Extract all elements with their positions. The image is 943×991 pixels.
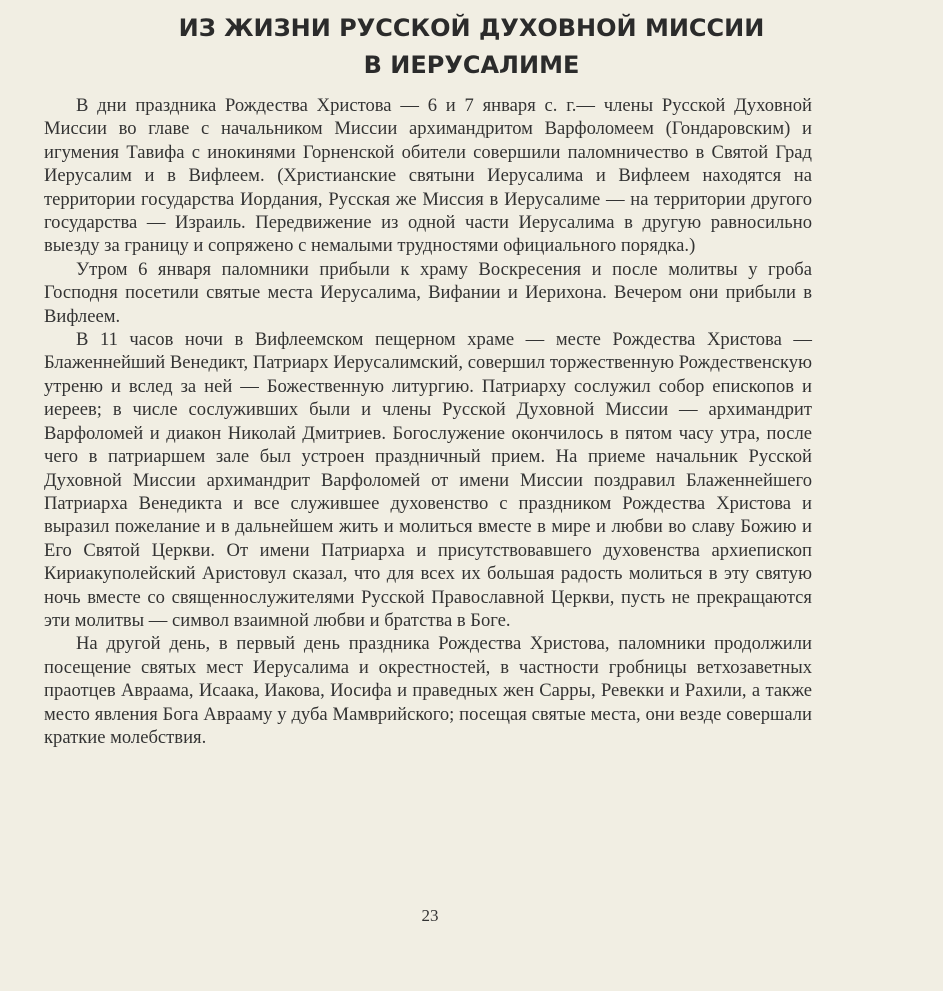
paragraph-3: В 11 часов ночи в Вифлеемском пещерном храме — месте Рождества Христова — Блаженнейший Венедикт, Патриарх Иерусалимский, совершил торжественную Рождественскую утреню и вслед за ней — Божественную литургию. Патриарху сослужил собор епископов и иереев; в числе сослуживших были и члены Русской Духовной Миссии — архимандрит Варфоломей и диакон Николай Дмитриев. Богослужение окончилось в пятом часу утра, после чего в патриаршем зале был устроен праздничный прием. На приеме начальник Русской Духовной Миссии архимандрит Варфоломей от имени Миссии поздравил Блаженнейшего Патриарха Венедикта и все служившее духовенство с праздником Рождества Христова и выразил пожелание и в дальнейшем жить и молиться вместе в мире и любви во славу Божию и Его Святой Церкви. От имени Патриарха и присутствовавшего духовенства архиепископ Кириакуполейский Аристовул сказал, что для всех их большая радость молиться в эту святую ночь вместе со священнослужителями Русской Православной Церкви, пусть не прекращаются эти молитвы — символ взаимной любви и братства в Боге.: [44, 329, 812, 631]
article-title-line-1: ИЗ ЖИЗНИ РУССКОЙ ДУХОВНОЙ МИССИИ: [178, 14, 765, 42]
article-body: [44, 94, 812, 749]
paragraph-4: На другой день, в первый день праздника Рождества Христова, паломники продолжили посещение святых мест Иерусалима и окрестностей, в частности гробницы ветхозаветных праотцев Авраама, Исаака, Иакова, Иосифа и праведных жен Сарры, Ревекки и Рахили, а также место явления Бога Аврааму у дуба Мамврийского; посещая святые места, они везде совершали краткие молебствия.: [44, 633, 812, 748]
paragraph-2: Утром 6 января паломники прибыли к храму Воскресения и после молитвы у гроба Господня посетили святые места Иерусалима, Вифании и Иерихона. Вечером они прибыли в Вифлеем.: [44, 258, 812, 327]
page-number: 23: [421, 906, 439, 925]
article-title-line-2: В ИЕРУСАЛИМЕ: [363, 51, 580, 79]
paragraph-1: В дни праздника Рождества Христова — 6 и 7 января с. г.— члены Русской Духовной Миссии во главе с начальником Миссии архимандритом Варфоломеем (Гондаровским) и игумения Тавифа с инокинями Горненской обители совершили паломничество в Святой Град Иерусалим и в Вифлеем. (Христианские святыни Иерусалима и Вифлеем находятся на территории государства Иордания, Русская же Миссия в Иерусалиме — на территории другого государства — Израиль. Передвижение из одной части Иерусалима в другую равносильно выезду за границу и сопряжено с немалыми трудностями официального порядка.): [44, 95, 812, 257]
